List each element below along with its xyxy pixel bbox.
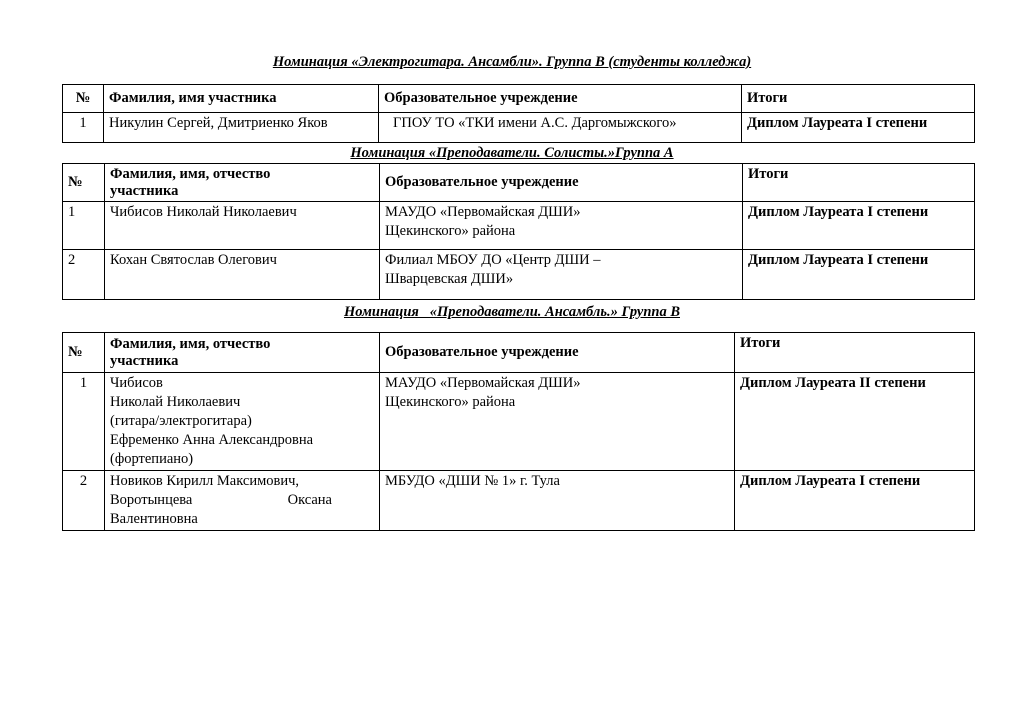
result: Диплом Лауреата I степени [743,202,975,250]
section2-title: Номинация «Преподаватели. Солисты.»Группа А [350,145,674,161]
table-row [63,113,975,143]
result: Диплом Лауреата I степени [735,471,975,531]
col-header-name [105,164,380,202]
col-header-school: Образовательное учреждение [380,164,743,202]
result: Диплом Лауреата I степени [742,113,975,143]
school-name-line1: Филиал МБОУ ДО «Центр ДШИ – [385,252,601,268]
row-number: 2 [63,471,105,531]
school-name: МБУДО «ДШИ № 1» г. Тула [380,471,735,531]
col-header-name-line2: участника [110,182,179,199]
col-header-number: № [63,164,105,202]
row-number: 2 [63,250,105,300]
col-header-name-line1: Фамилия, имя, отчество [110,335,271,352]
participant-name [105,471,380,531]
section2-table [62,163,975,300]
table-header-row [63,85,975,113]
school-name [380,202,743,250]
school-name-line1: МАУДО «Первомайская ДШИ» [385,204,581,220]
participant-name-line: (гитара/электрогитара) [110,413,252,429]
result: Диплом Лауреата II степени [735,373,975,471]
table-header-row [63,333,975,373]
row-number: 1 [63,202,105,250]
col-header-name-line2: участника [110,352,179,369]
table-row [63,202,975,250]
section1-title: Номинация «Электрогитара. Ансамбли». Группа В (студенты колледжа) [272,54,752,70]
participant-name-line: Чибисов [110,375,163,391]
school-name-line2: Шварцевская ДШИ» [385,271,514,287]
participant-name [105,373,380,471]
table-row [63,373,975,471]
participant-name-line: Новиков Кирилл Максимович, [110,473,300,489]
participant-name: Чибисов Николай Николаевич [105,202,380,250]
col-header-result: Итоги [735,333,975,373]
school-name-line2: Щекинского» района [385,394,516,410]
table-row [63,250,975,300]
result: Диплом Лауреата I степени [743,250,975,300]
table-row [63,471,975,531]
school-name [380,250,743,300]
col-header-name: Фамилия, имя участника [104,85,379,113]
col-header-number: № [63,333,105,373]
school-name-line2: Щекинского» района [385,223,516,239]
table-header-row [63,164,975,202]
participant-name: Никулин Сергей, Дмитриенко Яков [104,113,379,143]
section1-table [62,84,975,143]
school-name [380,373,735,471]
participant-name-line: (фортепиано) [110,451,194,467]
participant-name-line [110,491,332,510]
col-header-school: Образовательное учреждение [379,85,742,113]
participant-name-word: Воротынцева [110,492,193,508]
school-name: ГПОУ ТО «ТКИ имени А.С. Даргомыжского» [379,113,742,143]
participant-name: Кохан Святослав Олегович [105,250,380,300]
col-header-name-line1: Фамилия, имя, отчество [110,165,271,182]
participant-name-line: Николай Николаевич [110,394,241,410]
col-header-school: Образовательное учреждение [380,333,735,373]
row-number: 1 [63,373,105,471]
school-name-line1: МАУДО «Первомайская ДШИ» [385,375,581,391]
row-number: 1 [63,113,104,143]
col-header-result: Итоги [743,164,975,202]
section3-table [62,332,975,531]
participant-name-line: Ефременко Анна Александровна [110,432,314,448]
col-header-name [105,333,380,373]
participant-name-line: Валентиновна [110,511,198,527]
participant-name-word: Оксана [287,492,332,508]
section3-title: Номинация «Преподаватели. Ансамбль.» Группа В [343,304,680,320]
col-header-result: Итоги [742,85,975,113]
col-header-number: № [63,85,104,113]
